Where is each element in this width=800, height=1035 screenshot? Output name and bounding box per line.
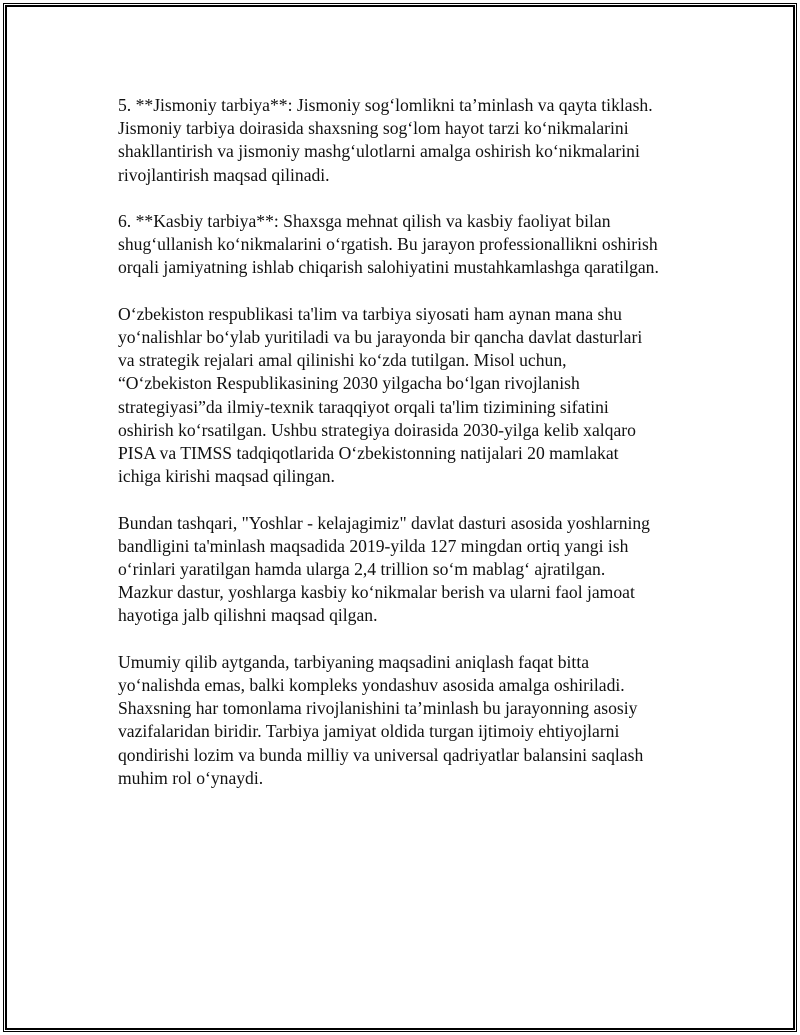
paragraph-davlat-siyosati: O‘zbekiston respublikasi ta'lim va tarbiya siyosati ham aynan mana shu yo‘nalishlar bo‘ylab yuritiladi va bu jarayonda bir qancha davlat dasturlari va strategik rejalari amal qilinishi ko‘zda tutilgan. Misol uchun, “O‘zbekiston Respublikasining 2030 yilgacha bo‘lgan rivojlanish strategiyasi”da ilmiy-texnik taraqqiyot orqali ta'lim tizimining sifatini oshirish ko‘rsatilgan. Ushbu strategiya doirasida 2030-yilga kelib xalqaro PISA va TIMSS tadqiqotlarida O‘zbekistonning natijalari 20 mamlakat ichiga kirishi maqsad qilingan. [118, 303, 643, 487]
paragraph-yoshlar-dasturi: Bundan tashqari, "Yoshlar - kelajagimiz" davlat dasturi asosida yoshlarning bandligini ta'minlash maqsadida 2019-yilda 127 mingdan ortiq yangi ish o‘rinlari yaratilgan hamda ularga 2,4 trillion so‘m mablag‘ ajratilgan. Mazkur dastur, yoshlarga kasbiy ko‘nikmalar berish va ularni faol jamoat hayotiga jalb qilishni maqsad qilgan. [118, 512, 650, 626]
paragraph-kasbiy-tarbiya: 6. **Kasbiy tarbiya**: Shaxsga mehnat qilish va kasbiy faoliyat bilan shug‘ullanish ko‘nikmalarini o‘rgatish. Bu jarayon professionallikni oshirish orqali jamiyatning ishlab chiqarish salohiyatini mustahkamlashga qaratilgan. [118, 211, 659, 278]
paragraph-xulosa: Umumiy qilib aytganda, tarbiyaning maqsadini aniqlash faqat bitta yo‘nalishda emas, balki kompleks yondashuv asosida amalga oshiriladi. Shaxsning har tomonlama rivojlanishini ta’minlash bu jarayonning asosiy vazifalaridan biridir. Tarbiya jamiyat oldida turgan ijtimoiy ehtiyojlarni qondirishi lozim va bunda milliy va universal qadriyatlar balansini saqlash muhim rol o‘ynaydi. [118, 651, 644, 788]
paragraph-jismoniy-tarbiya: 5. **Jismoniy tarbiya**: Jismoniy sog‘lomlikni ta’minlash va qayta tiklash. Jismoniy tarbiya doirasida shaxsning sog‘lom hayot tarzi ko‘nikmalarini shakllantirish va jismoniy mashg‘ulotlarni amalga oshirish ko‘nikmalarini rivojlantirish maqsad qilinadi. [118, 95, 653, 185]
document-body [118, 94, 698, 813]
